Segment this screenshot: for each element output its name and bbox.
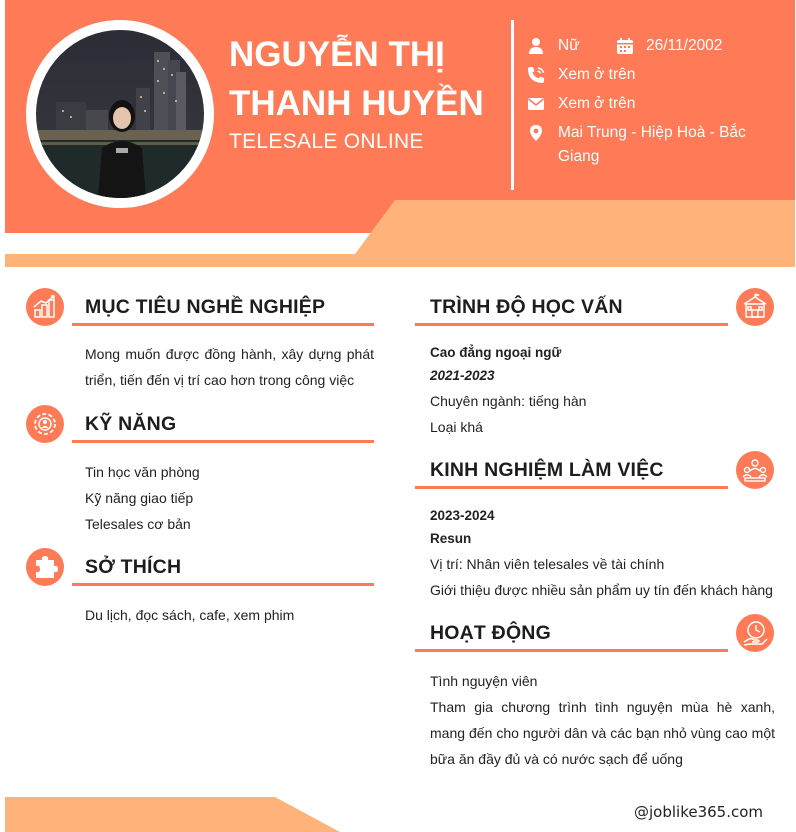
skills-title: KỸ NĂNG [85,413,177,435]
puzzle-icon [26,548,64,586]
activities-role: Tình nguyện viên [430,673,538,689]
user-icon [527,37,545,55]
header-divider [511,20,514,190]
experience-underline [415,486,728,489]
education-years: 2021-2023 [430,368,495,383]
skill-item: Telesales cơ bản [85,516,191,532]
gear-person-icon [26,405,64,443]
hobbies-text: Du lịch, đọc sách, cafe, xem phim [85,607,295,623]
hobbies-title: SỞ THÍCH [85,556,182,578]
footer-decor-shape [5,797,345,832]
education-school: Cao đẳng ngoại ngữ [430,345,562,360]
name-line-1: NGUYỄN THỊ [229,35,445,74]
activities-title: HOẠT ĐỘNG [430,622,551,644]
education-title: TRÌNH ĐỘ HỌC VẤN [430,296,623,318]
skill-item: Tin học văn phòng [85,464,200,480]
objective-text: Mong muốn được đồng hành, xây dựng phát triển, tiến đến vị trí cao hơn trong công việc [85,346,374,388]
education-grade: Loại khá [430,419,483,435]
footer-watermark: @joblike365.com [634,803,764,821]
skill-item: Kỹ năng giao tiếp [85,490,194,506]
school-icon [736,288,774,326]
experience-years: 2023-2024 [430,508,495,523]
address-value: Mai Trung - Hiệp Hoà - Bắc Giang [558,124,746,165]
phone-icon [527,66,545,84]
profile-photo [36,30,204,198]
skills-underline [72,440,374,443]
cv-header [5,0,795,267]
education-major: Chuyên ngành: tiếng hàn [430,393,587,409]
email-icon [527,95,545,113]
email-value: Xem ở trên [558,95,636,112]
objective-underline [72,323,374,326]
avatar [26,20,214,208]
experience-description: Giới thiệu được nhiều sản phẩm uy tín đến khách hàng [430,582,773,598]
experience-position: Vị trí: Nhân viên telesales về tài chính [430,556,665,572]
education-underline [415,323,728,326]
gender-value: Nữ [558,37,580,54]
team-icon [736,451,774,489]
phone-value: Xem ở trên [558,66,636,83]
objective-title: MỤC TIÊU NGHỀ NGHIỆP [85,296,326,318]
candidate-name [229,30,509,128]
name-line-2: THANH HUYỀN [229,84,484,123]
experience-title: KINH NGHIỆM LÀM VIỆC [430,459,664,481]
clock-hand-icon [736,614,774,652]
hobbies-underline [72,583,374,586]
chart-growth-icon [26,288,64,326]
job-title: TELESALE ONLINE [229,130,424,153]
calendar-icon [616,37,634,55]
experience-company: Resun [430,531,472,546]
activities-description: Tham gia chương trình tình nguyện mùa hè xanh, mang đến cho người dân và các bạn nhỏ vùng cao một bữa ăn đầy đủ và có nước sạch để uống [430,699,775,767]
location-pin-icon [527,124,545,142]
birthday-value: 26/11/2002 [646,37,723,54]
activities-underline [415,649,728,652]
